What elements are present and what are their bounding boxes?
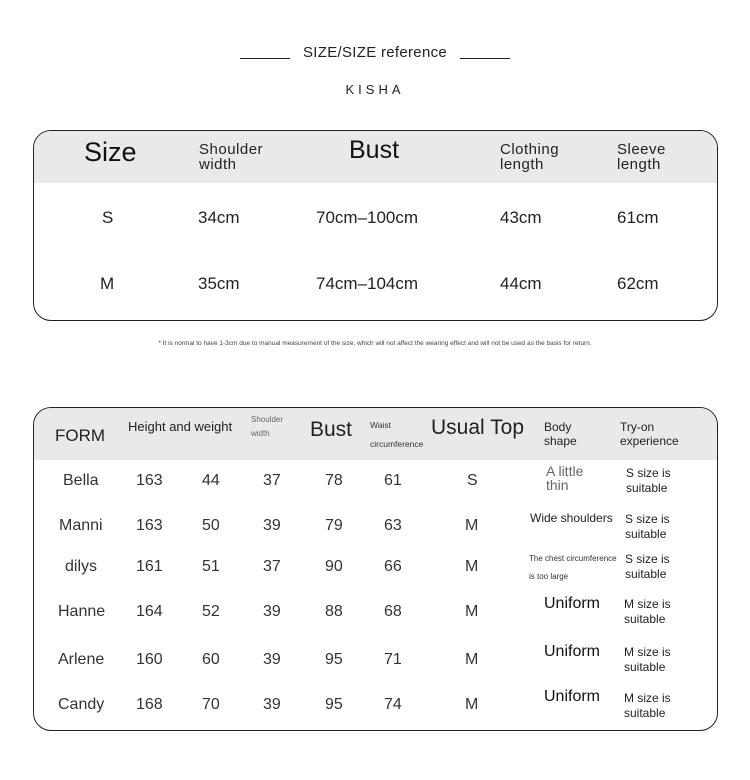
shoulder-value: 39 [263, 651, 281, 668]
body-shape-value: Wide shoulders [530, 511, 613, 525]
usual-top-value: M [465, 603, 479, 620]
height-value: 164 [136, 603, 163, 620]
shoulder-value: 39 [263, 696, 281, 713]
height-value: 168 [136, 696, 163, 713]
size-value: S [102, 208, 114, 227]
bust-value: 78 [325, 472, 343, 489]
shoulder-value: 34cm [198, 208, 240, 227]
model-name: dilys [65, 558, 98, 575]
usual-top-value: M [465, 517, 479, 534]
waist-header: Waist circumference [370, 420, 424, 449]
tryon-fit-value: M size is suitable [624, 645, 671, 674]
shoulder-value: 35cm [198, 274, 240, 293]
height-value: 161 [136, 558, 163, 575]
waist-value: 74 [384, 696, 402, 713]
bust-value: 74cm–104cm [316, 274, 419, 293]
bust-value: 95 [325, 651, 343, 668]
bust-value: 90 [325, 558, 343, 575]
brand-name: KISHA [345, 82, 405, 97]
waist-value: 61 [384, 472, 402, 489]
tryon-fit-value: M size is suitable [624, 597, 671, 626]
clothing-length-header: Clothing length [500, 141, 560, 173]
bust-value: 95 [325, 696, 343, 713]
size-value: M [100, 274, 115, 293]
shoulder-width-header: Shoulder width [251, 415, 284, 438]
body-shape-value: A little thin [546, 463, 584, 493]
body-shape-value: Uniform [544, 643, 601, 660]
measurement-note: * It is normal to have 1-3cm due to manual measurement of the size, which will not affect the wearing effect and will not be used as the basis for return. [158, 340, 592, 347]
waist-value: 63 [384, 517, 402, 534]
weight-value: 51 [202, 558, 220, 575]
height-value: 163 [136, 472, 163, 489]
shoulder-value: 39 [263, 603, 281, 620]
form-header: FORM [55, 426, 106, 445]
bust-header: Bust [349, 136, 400, 164]
body-shape-value: The chest circumference is too large [529, 554, 617, 581]
usual-top-value: M [465, 696, 479, 713]
shoulder-value: 37 [263, 472, 281, 489]
waist-value: 68 [384, 603, 402, 620]
page-title: SIZE/SIZE reference [302, 44, 448, 61]
model-name: Candy [58, 696, 105, 713]
tryon-experience-header: Try-on experience [620, 420, 679, 448]
usual-top-header: Usual Top [431, 416, 525, 439]
size-header: Size [84, 137, 137, 167]
sleeve-value: 62cm [617, 274, 659, 293]
weight-value: 60 [202, 651, 220, 668]
usual-top-value: S [467, 472, 478, 489]
shoulder-width-header: Shoulder width [199, 141, 264, 173]
bust-value: 79 [325, 517, 343, 534]
tryon-fit-value: M size is suitable [624, 691, 671, 720]
sleeve-value: 61cm [617, 208, 659, 227]
tryon-table [33, 407, 718, 731]
tryon-fit-value: S size is suitable [626, 466, 671, 495]
model-name: Hanne [58, 603, 106, 620]
shoulder-value: 39 [263, 517, 281, 534]
size-table [33, 130, 718, 321]
weight-value: 52 [202, 603, 220, 620]
sleeve-length-header: Sleeve length [617, 141, 666, 173]
model-name: Bella [63, 472, 99, 489]
height-value: 163 [136, 517, 163, 534]
height-value: 160 [136, 651, 163, 668]
weight-value: 70 [202, 696, 220, 713]
usual-top-value: M [465, 558, 479, 575]
tryon-fit-value: S size is suitable [625, 512, 670, 541]
bust-header: Bust [310, 418, 353, 441]
model-name: Arlene [58, 651, 105, 668]
usual-top-value: M [465, 651, 479, 668]
body-shape-value: Uniform [544, 688, 601, 705]
model-name: Manni [59, 517, 103, 534]
shoulder-value: 37 [263, 558, 281, 575]
weight-value: 50 [202, 517, 220, 534]
tryon-fit-value: S size is suitable [625, 552, 670, 581]
length-value: 43cm [500, 208, 542, 227]
body-shape-header: Body shape [544, 420, 577, 448]
weight-value: 44 [202, 472, 220, 489]
length-value: 44cm [500, 274, 542, 293]
body-shape-value: Uniform [544, 595, 601, 612]
height-weight-header: Height and weight [128, 419, 233, 434]
waist-value: 71 [384, 651, 402, 668]
bust-value: 88 [325, 603, 343, 620]
waist-value: 66 [384, 558, 402, 575]
bust-value: 70cm–100cm [316, 208, 419, 227]
title-right-rule [460, 58, 510, 59]
